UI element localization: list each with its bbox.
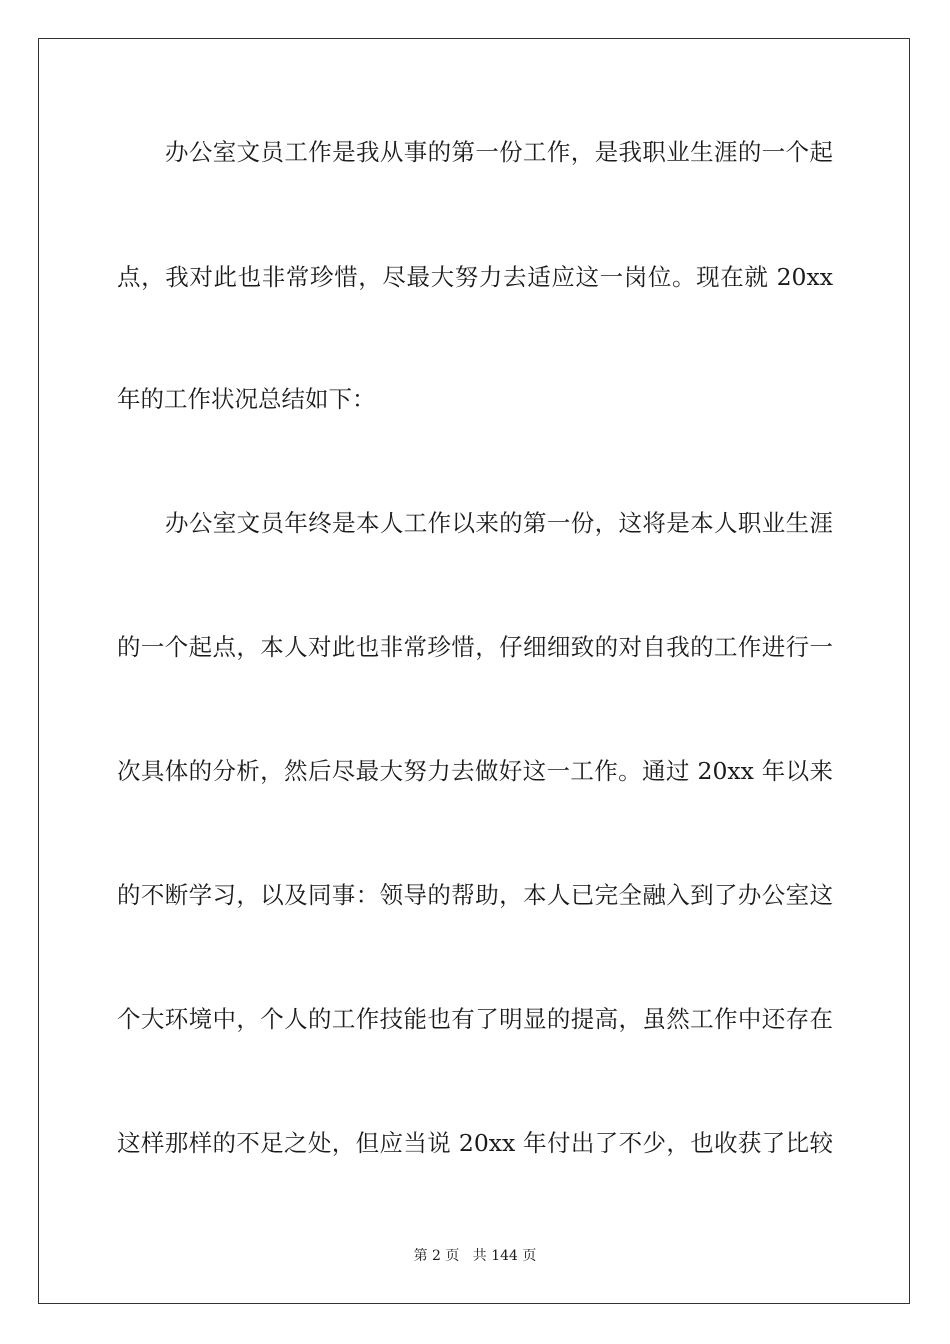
page-number-footer: 第 2 页 共 144 页 [413,1248,537,1264]
text-line: 的不断学习，以及同事：领导的帮助，本人已完全融入到了办公室这 [117,881,833,909]
text-line: 点，我对此也非常珍惜，尽最大努力去适应这一岗位。现在就 20xx [117,263,833,291]
text-line: 这样那样的不足之处，但应当说 20xx 年付出了不少，也收获了比较 [117,1129,833,1157]
text-line: 年的工作状况总结如下： [117,385,376,413]
text-line: 个大环境中，个人的工作技能也有了明显的提高，虽然工作中还存在 [117,1005,833,1033]
text-line: 办公室文员工作是我从事的第一份工作，是我职业生涯的一个起 [165,138,833,166]
text-line: 次具体的分析，然后尽最大努力去做好这一工作。通过 20xx 年以来 [117,757,833,785]
text-line: 办公室文员年终是本人工作以来的第一份，这将是本人职业生涯 [165,509,833,537]
page-border [38,38,910,1304]
text-line: 的一个起点，本人对此也非常珍惜，仔细细致的对自我的工作进行一 [117,633,833,661]
